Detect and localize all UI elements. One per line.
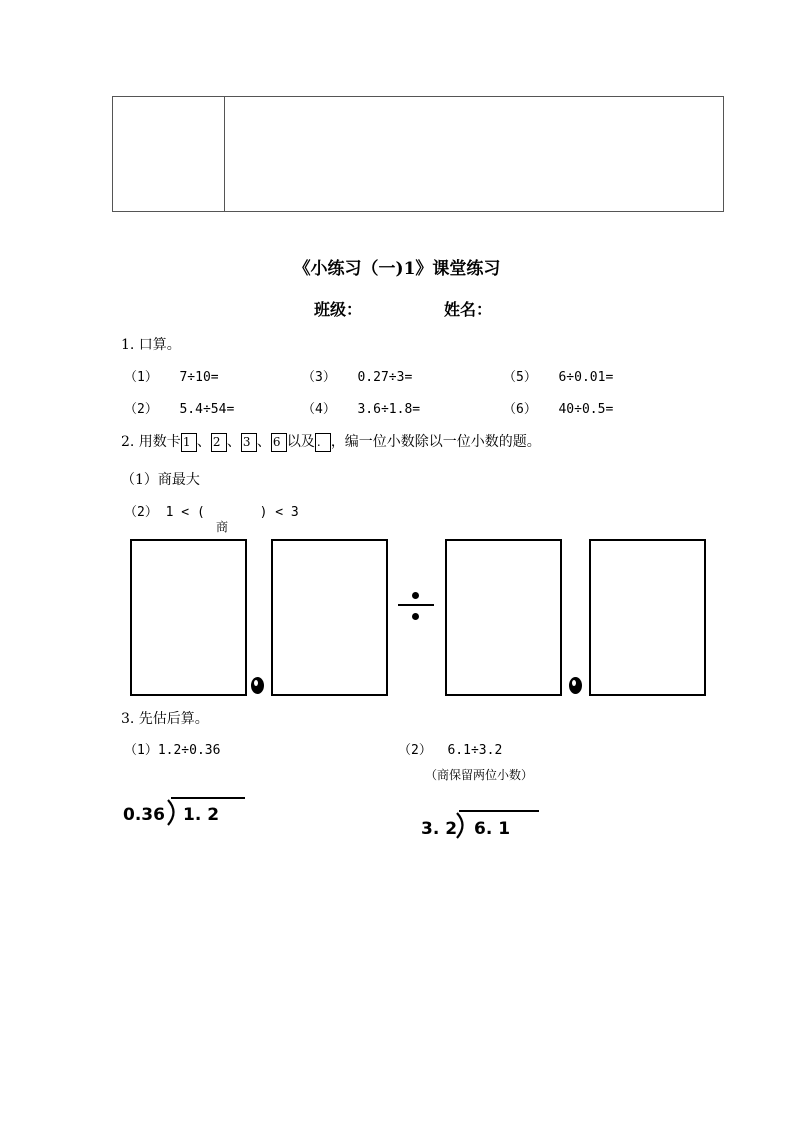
division-sign-icon [398, 583, 434, 627]
q1-heading: 1. 口算。 [121, 337, 181, 353]
q1-item-3 [302, 366, 412, 385]
q1-item-expr: 7÷10= [179, 370, 219, 385]
separator: 、 [196, 434, 211, 450]
number-card-6: 6 [271, 433, 287, 452]
class-label: 班级： [314, 300, 363, 319]
q1-item-num: （2） [124, 402, 158, 417]
division-dot-bottom [412, 613, 419, 620]
q1-item-6 [503, 398, 613, 417]
q1-item-expr: 40÷0.5= [558, 402, 614, 417]
number-card-1: 1 [181, 433, 197, 452]
q1-item-num: （1） [124, 370, 158, 385]
decimal-dot-1 [251, 677, 264, 694]
number-card-2: 2 [211, 433, 227, 452]
ld2-dividend: 6. 1 [474, 819, 511, 839]
q1-item-expr: 6÷0.01= [558, 370, 614, 385]
q1-item-expr: 3.6÷1.8= [357, 402, 421, 417]
q1-item-2 [124, 398, 234, 417]
table-divider [224, 97, 225, 211]
division-bar [398, 604, 434, 606]
q1-item-num: （4） [302, 402, 336, 417]
number-card-3: 3 [241, 433, 257, 452]
decimal-point-card: . [315, 433, 331, 452]
q1-item-expr: 0.27÷3= [357, 370, 413, 385]
page-title: 《小练习（一)1》课堂练习 [293, 259, 501, 279]
q1-item-num: （3） [302, 370, 336, 385]
name-label: 姓名： [444, 300, 493, 319]
ld2-vinculum [459, 810, 539, 812]
q1-item-num: （5） [503, 370, 537, 385]
q3-note: （商保留两位小数） [425, 768, 534, 782]
separator: 、 [256, 434, 271, 450]
digit-box-2[interactable] [271, 539, 388, 696]
q1-item-5 [503, 366, 613, 385]
q3-sub2: （2） 6.1÷3.2 [398, 743, 503, 758]
q1-item-1 [124, 366, 219, 385]
ld1-dividend: 1. 2 [183, 805, 220, 825]
q2-suffix: ，编一位小数除以一位小数的题。 [330, 434, 541, 450]
q2-prefix: 2. 用数卡 [121, 434, 181, 450]
separator: 、 [226, 434, 241, 450]
ld1-vinculum [171, 797, 245, 799]
q1-item-num: （6） [503, 402, 537, 417]
q3-heading: 3. 先估后算。 [121, 711, 209, 727]
quotient-note: 商 [216, 520, 229, 534]
digit-box-4[interactable] [589, 539, 706, 696]
digit-box-1[interactable] [130, 539, 247, 696]
ld1-divisor: 0.36 [123, 805, 165, 825]
and-text: 以及 [286, 434, 315, 450]
q1-item-4 [302, 398, 420, 417]
digit-box-3[interactable] [445, 539, 562, 696]
header-table [112, 96, 724, 212]
q2-instruction [121, 431, 541, 452]
q2-sub1: （1）商最大 [121, 472, 200, 488]
ld2-divisor: 3. 2 [421, 819, 458, 839]
ld2-bracket-icon [454, 811, 470, 841]
q2-sub2-expr: 1 < ( ) < 3 [165, 505, 299, 520]
q2-sub2-num: （2） [124, 505, 158, 520]
q2-sub2 [124, 501, 299, 520]
decimal-dot-2 [569, 677, 582, 694]
ld1-bracket-icon [165, 798, 181, 828]
q1-item-expr: 5.4÷54= [179, 402, 235, 417]
q3-sub1: （1）1.2÷0.36 [124, 743, 221, 758]
division-dot-top [412, 592, 419, 599]
